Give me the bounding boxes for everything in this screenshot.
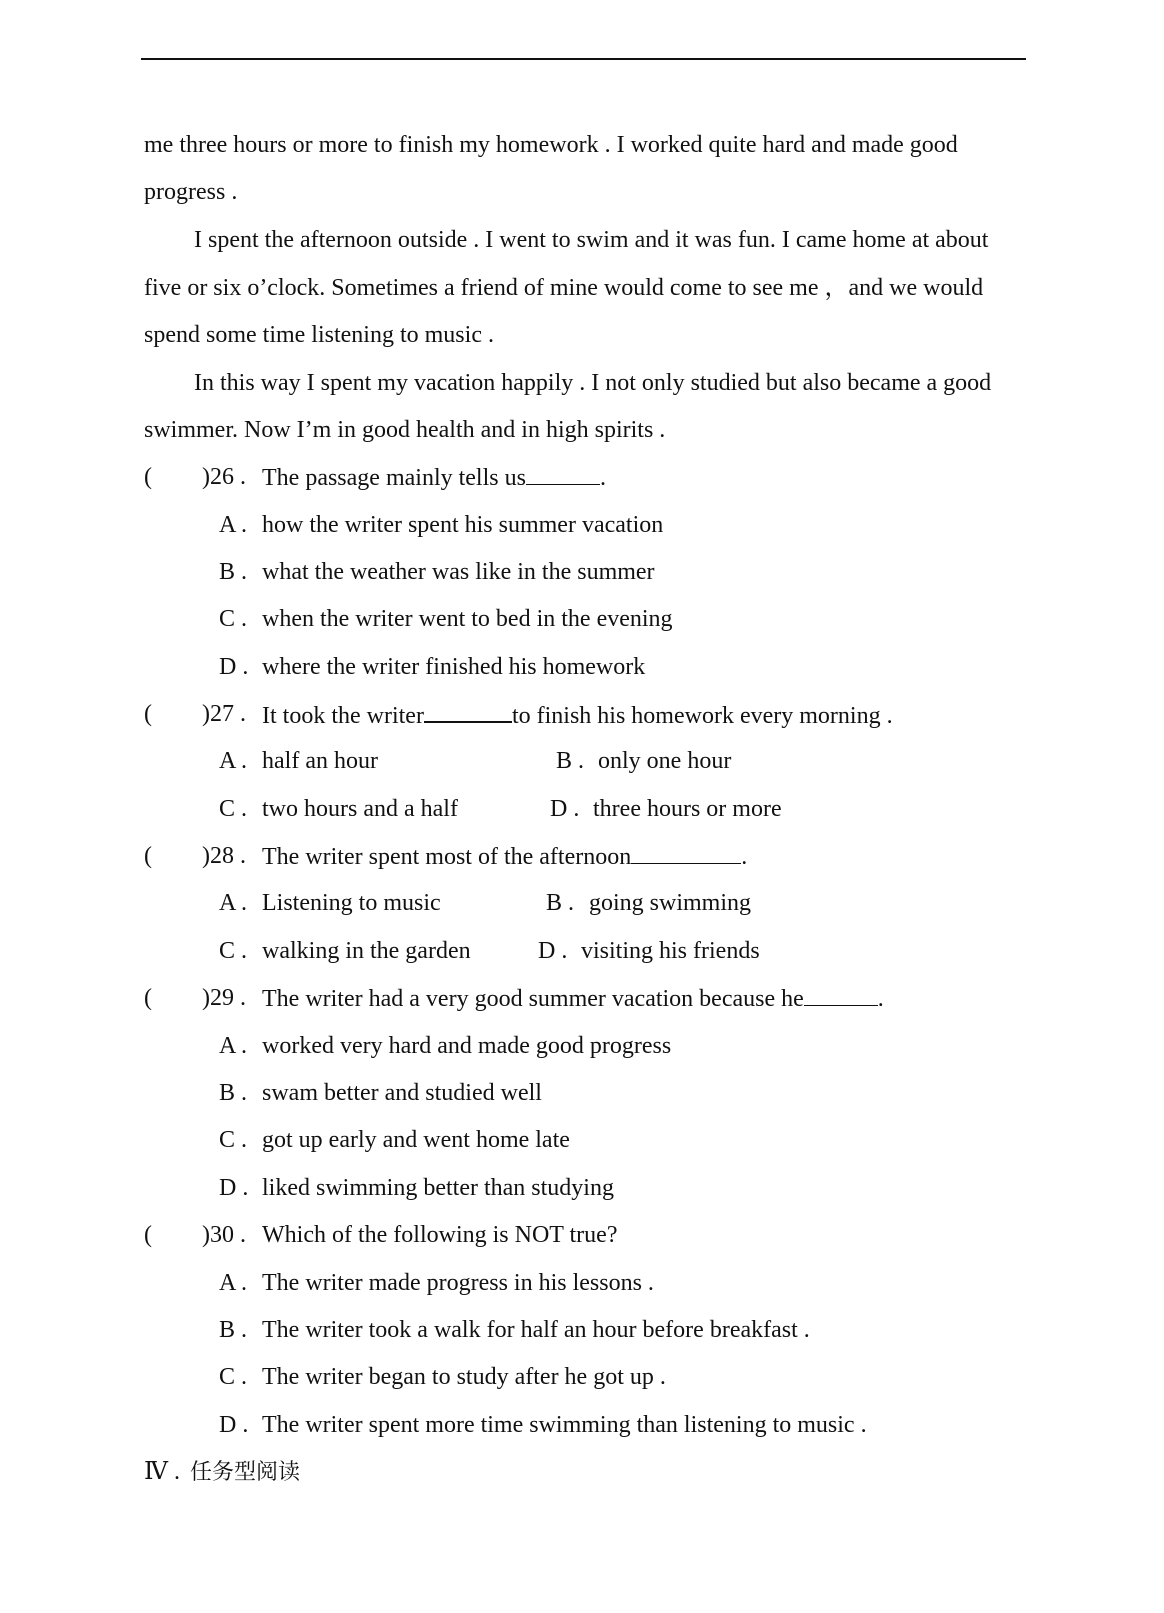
- question-number: )30 .: [202, 1222, 246, 1248]
- passage-line-4: five or six o’clock. Sometimes a friend of mine would come to see me ，and we would: [144, 275, 984, 301]
- question-number: )29 .: [202, 985, 246, 1011]
- answer-blank[interactable]: [804, 983, 878, 1006]
- option-29-a: A . worked very hard and made good progress: [219, 1033, 672, 1059]
- passage-line-1: me three hours or more to finish my homework . I worked quite hard and made good: [144, 132, 958, 158]
- answer-paren: (: [144, 985, 152, 1011]
- question-stem: It took the writer to finish his homework every morning .: [262, 699, 893, 731]
- question-29: [0, 983, 1164, 1013]
- option-27-ab: A . half an hour B . only one hour: [219, 748, 732, 774]
- question-stem: The passage mainly tells us .: [262, 462, 606, 493]
- answer-paren: (: [144, 464, 152, 490]
- question-27: [0, 699, 1164, 729]
- option-30-d: D . The writer spent more time swimming than listening to music .: [219, 1412, 867, 1438]
- answer-paren: (: [144, 1222, 152, 1248]
- option-30-a: A . The writer made progress in his lessons .: [219, 1270, 654, 1296]
- section-heading: [144, 1457, 300, 1488]
- question-number: )26 .: [202, 464, 246, 490]
- question-30: [0, 1220, 1164, 1250]
- question-stem: The writer spent most of the afternoon .: [262, 841, 747, 872]
- question-number: )27 .: [202, 701, 246, 727]
- option-30-c: C . The writer began to study after he got up .: [219, 1364, 666, 1390]
- question-stem: Which of the following is NOT true?: [262, 1222, 618, 1248]
- answer-paren: (: [144, 843, 152, 869]
- passage-line-2: progress .: [144, 179, 238, 205]
- section-title: 任务型阅读: [189, 1460, 300, 1485]
- passage-line-5: spend some time listening to music .: [144, 322, 494, 348]
- answer-paren: (: [144, 701, 152, 727]
- option-29-d: D . liked swimming better than studying: [219, 1175, 614, 1201]
- option-26-a: A . how the writer spent his summer vacation: [219, 512, 664, 538]
- header-rule: [141, 58, 1026, 60]
- question-26: [0, 462, 1164, 492]
- question-stem: The writer had a very good summer vacation because he .: [262, 983, 884, 1014]
- passage-line-7: swimmer. Now I’m in good health and in high spirits .: [144, 417, 666, 443]
- option-26-b: B . what the weather was like in the summer: [219, 559, 655, 585]
- answer-blank[interactable]: [526, 462, 600, 485]
- answer-blank[interactable]: [631, 841, 741, 864]
- question-28: [0, 841, 1164, 871]
- option-26-c: C . when the writer went to bed in the evening: [219, 606, 673, 632]
- passage-line-6: In this way I spent my vacation happily . I not only studied but also became a good: [194, 370, 992, 396]
- option-30-b: B . The writer took a walk for half an hour before breakfast .: [219, 1317, 810, 1343]
- option-29-c: C . got up early and went home late: [219, 1127, 570, 1153]
- question-number: )28 .: [202, 843, 246, 869]
- section-numeral: Ⅳ .: [144, 1459, 180, 1485]
- option-27-cd: C . two hours and a half D . three hours or more: [219, 796, 782, 822]
- option-28-ab: A . Listening to music B . going swimming: [219, 890, 752, 916]
- passage-line-3: I spent the afternoon outside . I went to swim and it was fun. I came home at about: [194, 227, 989, 253]
- answer-blank[interactable]: [424, 699, 512, 723]
- option-26-d: D . where the writer finished his homework: [219, 654, 646, 680]
- option-28-cd: C . walking in the garden D . visiting his friends: [219, 938, 760, 964]
- option-29-b: B . swam better and studied well: [219, 1080, 542, 1106]
